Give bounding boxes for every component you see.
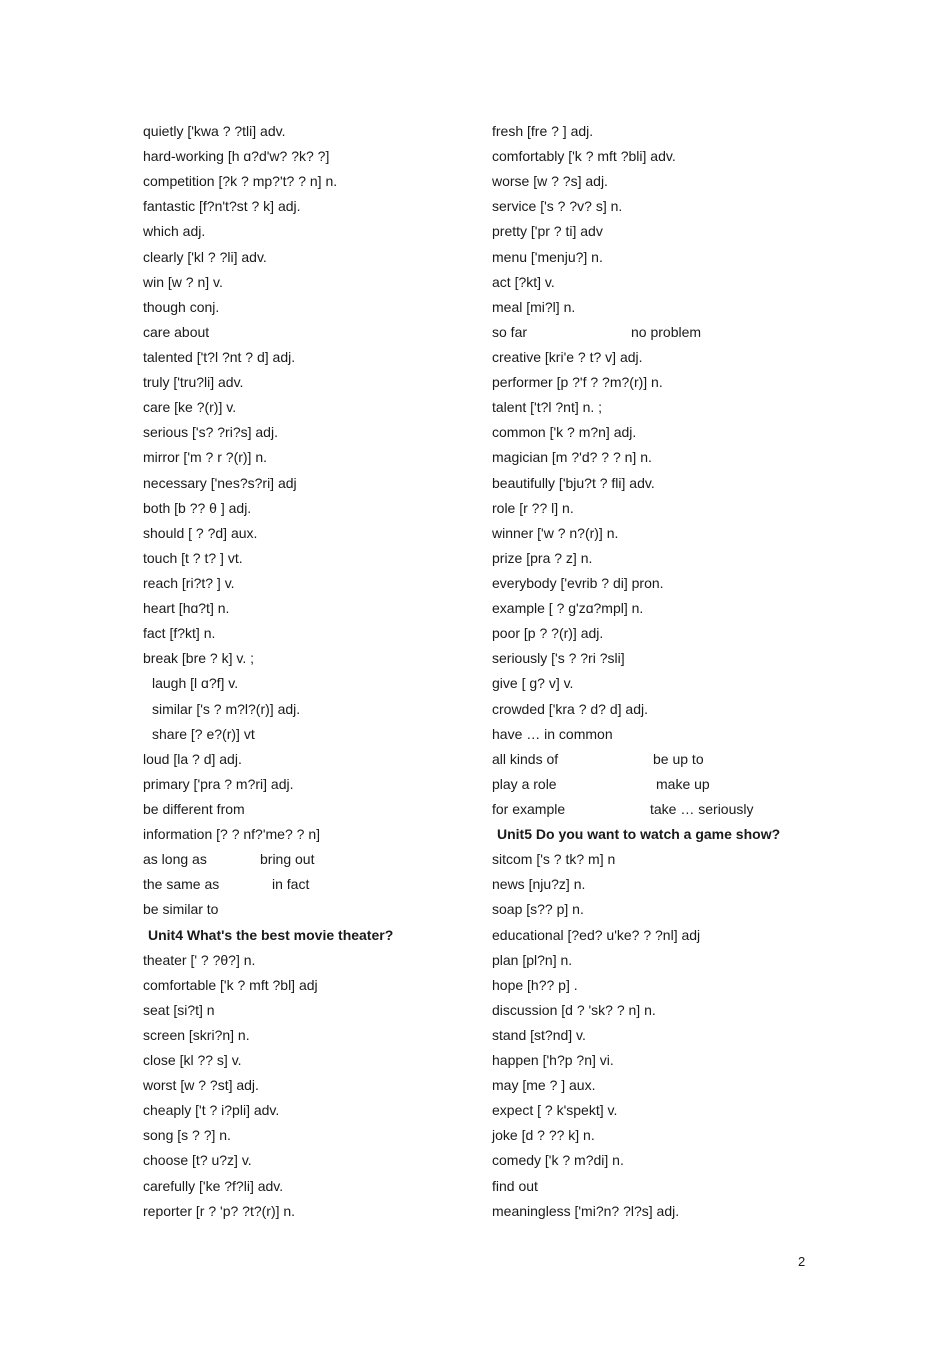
- vocab-entry: news [nju?z] n.: [492, 876, 586, 893]
- vocab-entry: share [? e?(r)] vt: [152, 725, 255, 742]
- vocab-entry: competition [?k ? mp?'t? ? n] n.: [143, 173, 338, 190]
- vocab-entry: be similar to: [143, 901, 219, 918]
- vocab-entry: act [?kt] v.: [492, 273, 555, 290]
- vocab-entry: cheaply ['t ? i?pli] adv.: [143, 1102, 280, 1119]
- vocab-entry: clearly ['kl ? ?li] adv.: [143, 248, 267, 265]
- vocab-entry: happen ['h?p ?n] vi.: [492, 1052, 614, 1069]
- vocab-entry: win [w ? n] v.: [143, 273, 223, 290]
- phrase-pair: [143, 872, 463, 897]
- right-column: [492, 119, 822, 1224]
- vocab-entry: meaningless ['mi?n? ?l?s] adj.: [492, 1202, 680, 1219]
- phrase: make up: [656, 775, 710, 792]
- vocab-entry: give [ ɡ? v] v.: [492, 675, 574, 692]
- vocab-entry: menu ['menju?] n.: [492, 248, 603, 265]
- vocab-entry: sitcom ['s ? tk? m] n: [492, 851, 616, 868]
- vocab-entry: educational [?ed? u'ke? ? ?nl] adj: [492, 926, 701, 943]
- vocab-entry: though conj.: [143, 298, 220, 315]
- vocab-entry: song [s ? ?] n.: [143, 1127, 231, 1144]
- vocab-entry: fantastic [f?n't?st ? k] adj.: [143, 198, 301, 215]
- vocab-entry: should [ ? ?d] aux.: [143, 524, 258, 541]
- vocab-entry: example [ ? ɡ'zɑ?mpl] n.: [492, 600, 644, 617]
- vocab-entry: crowded ['kra ? d? d] adj.: [492, 700, 648, 717]
- vocab-entry: discussion [d ? 'sk? ? n] n.: [492, 1001, 656, 1018]
- vocab-entry: loud [la ? d] adj.: [143, 750, 242, 767]
- phrase: all kinds of: [492, 750, 559, 767]
- unit-heading: Unit5 Do you want to watch a game show?: [497, 826, 781, 843]
- vocab-entry: comedy ['k ? m?di] n.: [492, 1152, 624, 1169]
- vocab-entry: comfortable ['k ? mft ?bl] adj: [143, 976, 318, 993]
- vocab-entry: quietly ['kwa ? ?tli] adv.: [143, 123, 286, 139]
- vocab-entry: theater [' ? ?θ?] n.: [143, 951, 256, 968]
- phrase: the same as: [143, 876, 220, 893]
- phrase: as long as: [143, 851, 207, 868]
- vocab-entry: mirror ['m ? r ?(r)] n.: [143, 449, 268, 466]
- vocab-entry: have … in common: [492, 725, 613, 742]
- vocab-entry: magician [m ?'d? ? ? n] n.: [492, 449, 652, 466]
- vocab-entry: winner ['w ? n?(r)] n.: [492, 524, 619, 541]
- vocab-entry: both [b ?? θ ] adj.: [143, 499, 252, 516]
- vocab-entry: care [ke ?(r)] v.: [143, 399, 237, 416]
- vocab-entry: choose [t? u?z] v.: [143, 1152, 252, 1169]
- vocab-entry: close [kl ?? s] v.: [143, 1052, 242, 1069]
- vocab-entry: comfortably ['k ? mft ?bli] adv.: [492, 148, 676, 165]
- vocab-entry: fresh [fre ? ] adj.: [492, 123, 594, 139]
- phrase: so far: [492, 323, 528, 340]
- vocab-entry: necessary ['nes?s?ri] adj: [143, 474, 297, 491]
- vocab-entry: hope [h?? p] .: [492, 976, 578, 993]
- vocab-entry: joke [d ? ?? k] n.: [492, 1127, 595, 1144]
- vocab-entry: screen [skri?n] n.: [143, 1026, 250, 1043]
- vocab-entry: talent ['t?l ?nt] n. ;: [492, 399, 603, 416]
- vocab-entry: soap [s?? p] n.: [492, 901, 584, 918]
- vocab-entry: heart [hɑ?t] n.: [143, 600, 230, 617]
- vocab-entry: role [r ?? l] n.: [492, 499, 574, 516]
- vocab-entry: laugh [l ɑ?f] v.: [152, 675, 239, 692]
- vocab-entry: which adj.: [143, 223, 206, 240]
- phrase-pair: [492, 320, 822, 345]
- phrase: play a role: [492, 775, 557, 792]
- phrase: for example: [492, 800, 566, 817]
- phrase: take … seriously: [650, 800, 754, 817]
- vocab-entry: fact [f?kt] n.: [143, 625, 216, 642]
- vocab-entry: truly ['tru?li] adv.: [143, 374, 244, 391]
- phrase-pair: [492, 797, 822, 822]
- vocab-entry: serious ['s? ?ri?s] adj.: [143, 424, 278, 441]
- vocab-entry: reporter [r ? 'p? ?t?(r)] n.: [143, 1202, 296, 1219]
- vocab-entry: similar ['s ? m?l?(r)] adj.: [152, 700, 301, 717]
- phrase-pair: [143, 847, 463, 872]
- vocab-entry: hard-working [h ɑ?d'w? ?k? ?]: [143, 148, 330, 165]
- vocab-entry: may [me ? ] aux.: [492, 1077, 596, 1094]
- vocab-entry: stand [st?nd] v.: [492, 1026, 586, 1043]
- vocab-entry: creative [kri'e ? t? v] adj.: [492, 348, 643, 365]
- vocab-entry: prize [pra ? z] n.: [492, 549, 593, 566]
- vocab-entry: seriously ['s ? ?ri ?sli]: [492, 650, 625, 667]
- vocab-entry: expect [ ? k'spekt] v.: [492, 1102, 618, 1119]
- phrase: in fact: [272, 876, 310, 893]
- vocab-entry: performer [p ?'f ? ?m?(r)] n.: [492, 374, 663, 391]
- phrase: bring out: [260, 851, 315, 868]
- phrase: no problem: [631, 323, 702, 340]
- vocab-entry: break [bre ? k] v. ;: [143, 650, 255, 667]
- vocab-entry: be different from: [143, 800, 245, 817]
- left-column: [143, 119, 463, 1224]
- vocab-entry: plan [pl?n] n.: [492, 951, 573, 968]
- phrase-pair: [492, 747, 822, 772]
- vocab-entry: worst [w ? ?st] adj.: [143, 1077, 259, 1094]
- vocab-entry: information [? ? nf?'me? ? n]: [143, 826, 320, 843]
- phrase: be up to: [653, 750, 704, 767]
- vocab-entry: beautifully ['bju?t ? fli] adv.: [492, 474, 655, 491]
- vocab-entry: find out: [492, 1177, 538, 1194]
- vocab-entry: carefully ['ke ?f?li] adv.: [143, 1177, 284, 1194]
- page-number: 2: [798, 1254, 806, 1269]
- unit-heading: Unit4 What's the best movie theater?: [148, 926, 394, 943]
- vocab-entry: common ['k ? m?n] adj.: [492, 424, 637, 441]
- vocab-entry: service ['s ? ?v? s] n.: [492, 198, 623, 215]
- vocab-entry: worse [w ? ?s] adj.: [492, 173, 608, 190]
- vocab-entry: care about: [143, 323, 210, 340]
- vocab-entry: talented ['t?l ?nt ? d] adj.: [143, 348, 296, 365]
- vocab-entry: meal [mi?l] n.: [492, 298, 576, 315]
- vocab-entry: everybody ['evrib ? di] pron.: [492, 574, 664, 591]
- vocab-entry: reach [ri?t? ] v.: [143, 574, 235, 591]
- vocab-entry: primary ['pra ? m?ri] adj.: [143, 775, 294, 792]
- phrase-pair: [492, 772, 822, 797]
- vocab-entry: pretty ['pr ? ti] adv: [492, 223, 603, 240]
- vocab-entry: touch [t ? t? ] vt.: [143, 549, 243, 566]
- vocab-entry: seat [si?t] n: [143, 1001, 215, 1018]
- vocab-entry: poor [p ? ?(r)] adj.: [492, 625, 604, 642]
